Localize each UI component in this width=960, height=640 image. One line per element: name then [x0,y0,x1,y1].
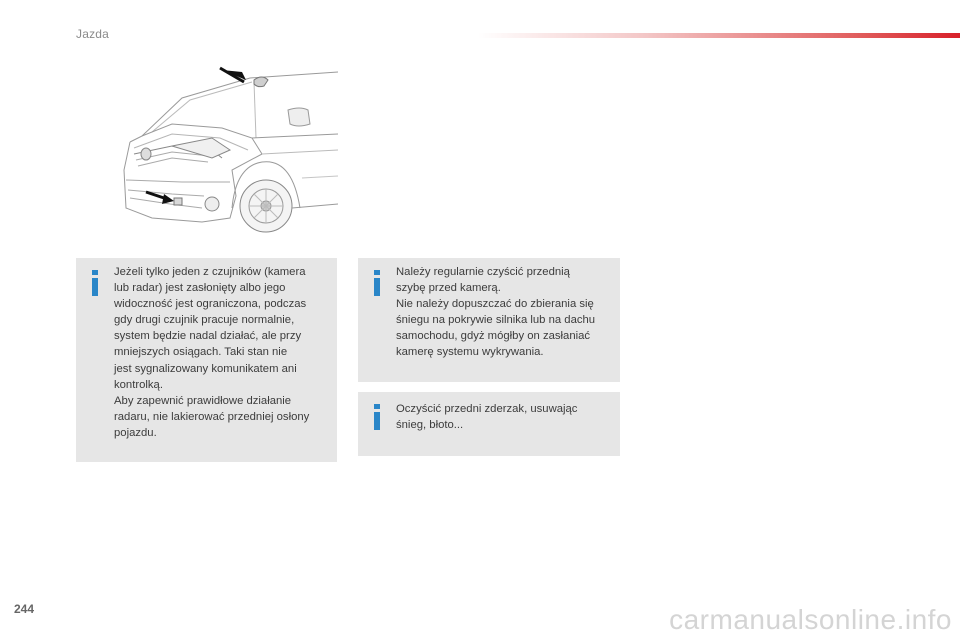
info-box-windshield [358,258,620,382]
info-text: Jeżeli tylko jeden z czujników (kamera lub radar) jest zasłonięty albo jego widoczność jest ograniczona, podczas gdy drugi czujnik pracuje normalnie, system będzie nadal działać, ale przy mniejszych osiągach. Taki stan nie jest sygnalizowany komunikatem ani kontrolką. Aby zapewnić prawidłowe działanie radaru, nie lakierować przedniej osłony pojazdu. [114,266,310,439]
arrow-icon [220,68,246,82]
van-front-illustration [112,58,338,248]
section-title: Jazda [76,27,110,41]
info-icon [372,404,382,430]
header-accent-bar [478,33,960,38]
page-number: 244 [14,602,35,616]
info-icon [90,270,100,296]
watermark: carmanualsonline.info [669,604,952,635]
info-icon [372,270,382,296]
info-text: Oczyścić przedni zderzak, usuwając śnieg, błoto... [396,403,578,432]
info-box-sensors [76,258,337,462]
info-box-bumper [358,392,620,456]
info-text: Należy regularnie czyścić przednią szybę przed kamerą. Nie należy dopuszczać do zbierania się śniegu na pokrywie silnika lub na dachu samochodu, gdyż mógłby on zasłaniać kamerę systemu wykrywania. [396,266,596,359]
